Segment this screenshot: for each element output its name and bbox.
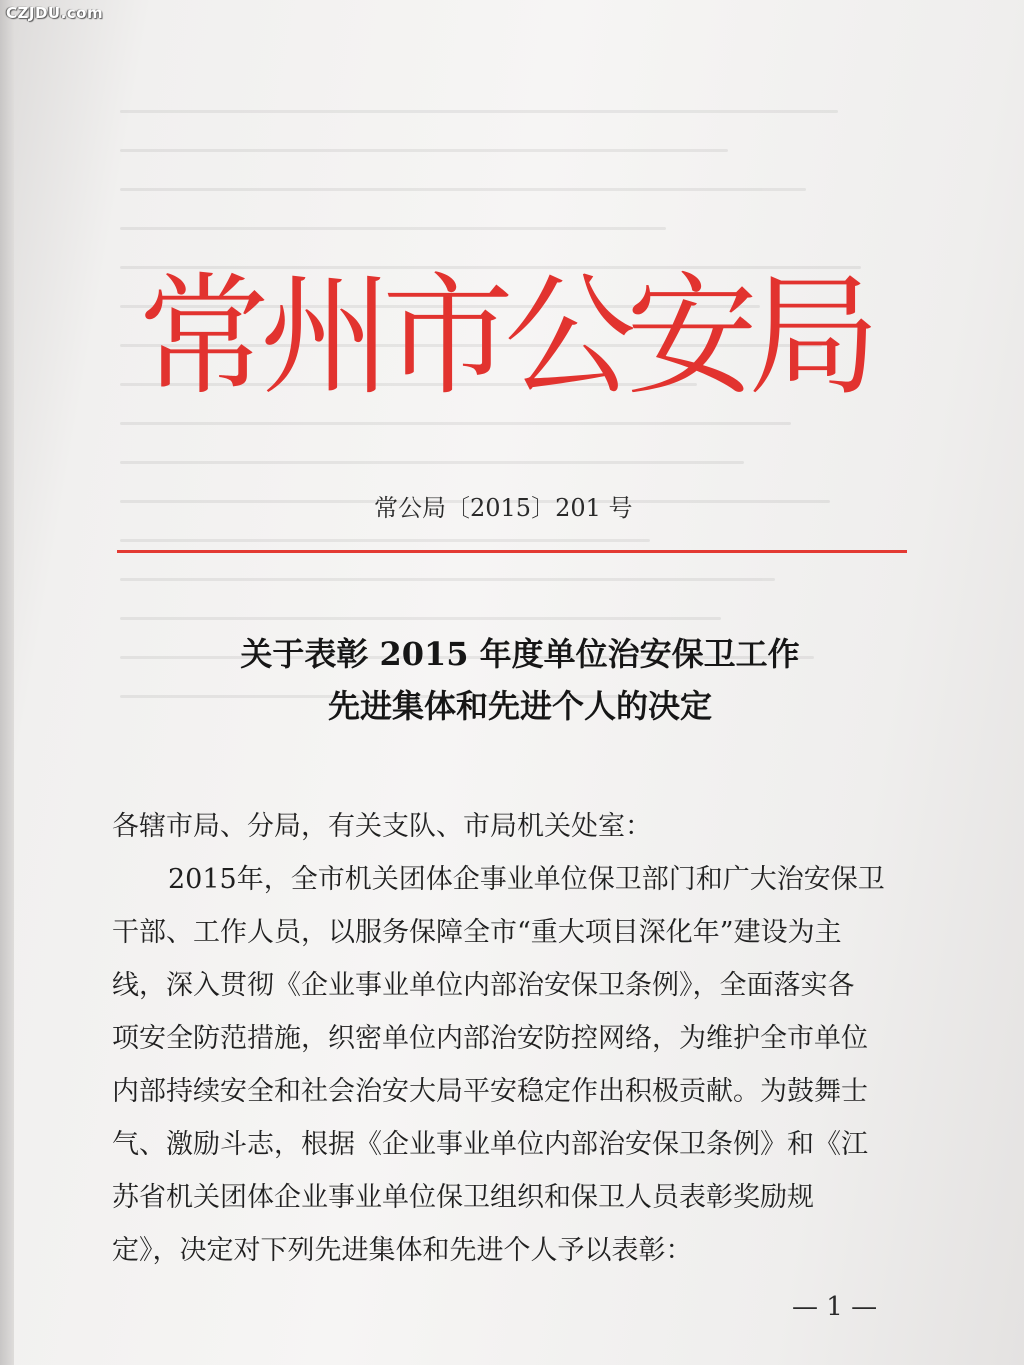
paragraph-line: 2015年，全市机关团体企事业单位保卫部门和广大治安保卫 [168,864,885,895]
paragraph-line: 项安全防范措施，织密单位内部治安防控网络，为维护全市单位 [112,1023,868,1054]
document-number: 常公局〔2015〕201 号 [374,494,633,522]
paragraph-line: 气、激励斗志，根据《企业事业单位内部治安保卫条例》和《江 [112,1129,868,1160]
document-title [150,628,890,732]
salutation: 各辖市局、分局，有关支队、市局机关处室： [112,811,652,842]
red-divider-line [117,550,907,553]
title-line-2: 先进集体和先进个人的决定 [327,687,712,725]
title-line-1: 关于表彰 2015 年度单位治安保卫工作 [240,635,800,673]
paragraph-line: 干部、工作人员，以服务保障全市“重大项目深化年”建设为主 [112,917,842,948]
paragraph-line: 苏省机关团体企业事业单位保卫组织和保卫人员表彰奖励规 [112,1182,814,1213]
page-edge-shadow [0,0,14,1365]
document-body [112,800,922,1277]
site-watermark: CZJDU.com [6,4,104,22]
paragraph-line: 内部持续安全和社会治安大局平安稳定作出积极贡献。为鼓舞士 [112,1076,868,1107]
agency-red-header: 常州市公安局 [138,260,870,414]
paragraph-line: 线，深入贯彻《企业事业单位内部治安保卫条例》，全面落实各 [112,970,855,1001]
paragraph-line: 定》，决定对下列先进集体和先进个人予以表彰： [112,1235,693,1266]
page-number: — 1 — [792,1292,878,1322]
bleed-through-texture [120,110,900,870]
